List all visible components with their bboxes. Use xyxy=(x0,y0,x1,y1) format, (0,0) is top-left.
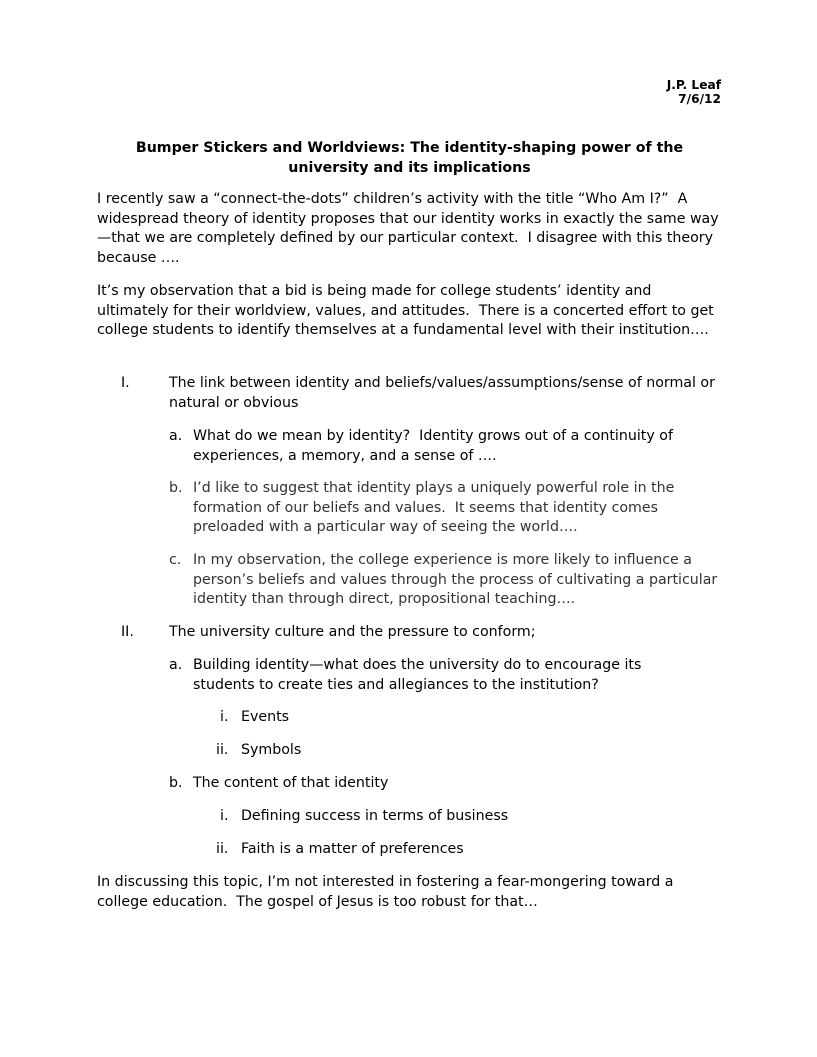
outline-item-II: The university culture and the pressure to conform; xyxy=(169,624,536,640)
closing-paragraph: In discussing this topic, I’m not interested in fostering a fear-mongering toward a college education. The gospel of Jesus is too robust for that… xyxy=(97,874,674,910)
outline-marker-II-a-i: i. xyxy=(220,709,229,725)
title-line-2: university and its implications xyxy=(288,159,531,176)
outline-item-II-b: The content of that identity xyxy=(193,775,389,791)
outline-marker-II-b-i: i. xyxy=(220,808,229,824)
outline-item-I-b: I’d like to suggest that identity plays a uniquely powerful role in the formation of our beliefs and values. It seems that identity comes preloaded with a particular way of seeing the world…. xyxy=(193,480,675,535)
author-name: J.P. Leaf xyxy=(666,78,721,92)
outline-marker-II-b: b. xyxy=(169,775,183,791)
author-date-block xyxy=(667,78,721,106)
outline-marker-II: II. xyxy=(121,624,134,640)
outline-marker-II-b-ii: ii. xyxy=(216,841,229,857)
intro-paragraph-1: I recently saw a “connect-the-dots” children’s activity with the title “Who Am I?” A widespread theory of identity proposes that our identity works in exactly the same way—that we are completely defined by our particular context. I disagree with this theory because …. xyxy=(97,191,719,266)
outline-marker-II-a-ii: ii. xyxy=(216,742,229,758)
document-title xyxy=(97,139,722,178)
outline-item-II-a-i: Events xyxy=(241,709,290,725)
outline-item-II-a-ii: Symbols xyxy=(241,742,302,758)
intro-paragraph-2: It’s my observation that a bid is being made for college students’ identity and ultimately for their worldview, values, and attitudes. There is a concerted effort to get college students to identify themselves at a fundamental level with their institution…. xyxy=(97,283,714,338)
outline-item-I-c: In my observation, the college experience is more likely to influence a person’s beliefs and values through the process of cultivating a particular identity than through direct, propositional teaching…. xyxy=(193,552,718,607)
outline-item-I-a: What do we mean by identity? Identity grows out of a continuity of experiences, a memory, and a sense of …. xyxy=(193,428,673,464)
outline-item-I: The link between identity and beliefs/values/assumptions/sense of normal or natural or obvious xyxy=(169,375,715,411)
outline-marker-I-c: c. xyxy=(169,552,182,568)
title-line-1: Bumper Stickers and Worldviews: The identity-shaping power of the xyxy=(135,140,684,156)
outline-item-II-a: Building identity—what does the university do to encourage its students to create ties and allegiances to the institution? xyxy=(193,657,642,693)
outline-marker-I-a: a. xyxy=(169,428,183,444)
outline-marker-I-b: b. xyxy=(169,480,183,496)
document-date: 7/6/12 xyxy=(678,92,721,106)
outline-marker-I: I. xyxy=(121,375,130,391)
outline-item-II-b-i: Defining success in terms of business xyxy=(241,808,509,824)
outline-marker-II-a: a. xyxy=(169,657,183,673)
outline-item-II-b-ii: Faith is a matter of preferences xyxy=(241,841,464,857)
